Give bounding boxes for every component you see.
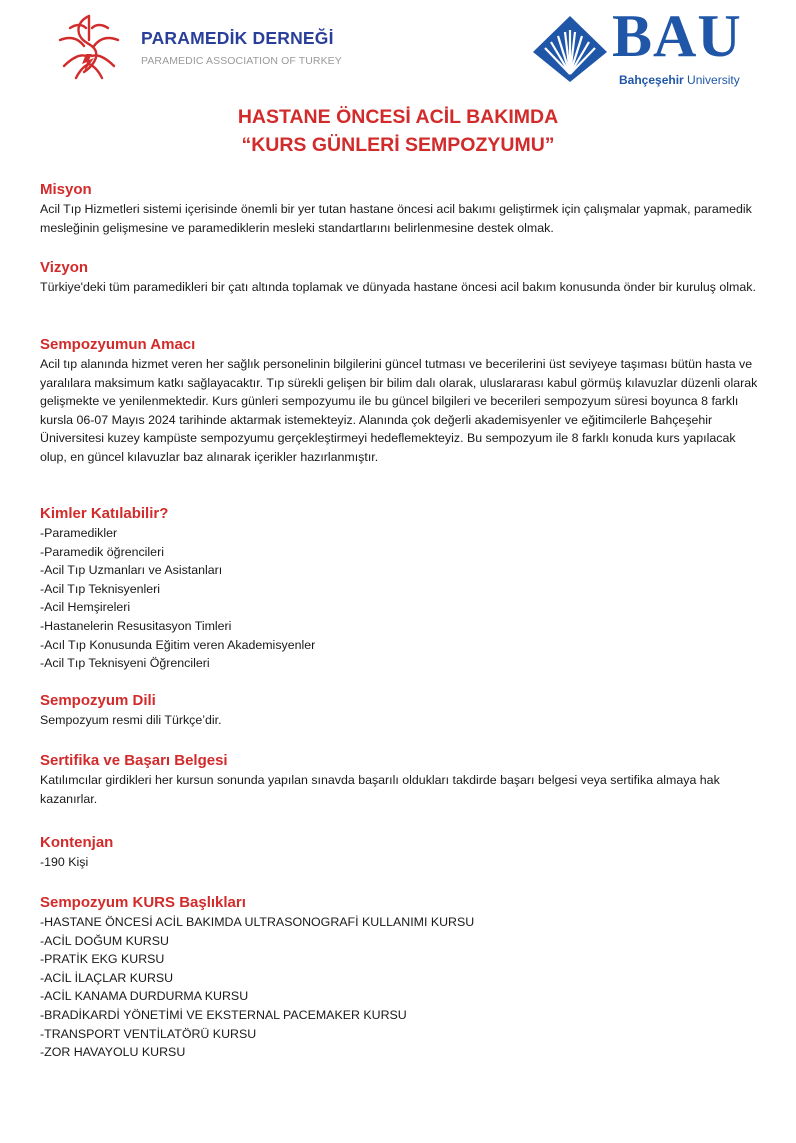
- section-heading: Misyon: [40, 181, 92, 198]
- participant-list: [40, 524, 315, 673]
- paramedik-dernegi-logo-icon: [50, 10, 128, 88]
- association-subtitle: PARAMEDIC ASSOCIATION OF TURKEY: [141, 55, 342, 67]
- list-item: -Acil Tıp Uzmanları ve Asistanları: [40, 563, 223, 578]
- section-heading: Sempozyum Dili: [40, 692, 156, 709]
- section-sempozyum-amaci: [40, 335, 760, 467]
- section-kurs-basliklari: [40, 893, 474, 1062]
- section-text: Katılımcılar girdikleri her kursun sonunda yapılan sınavda başarılı oldukları takdirde başarı belgesi veya sertifika almaya hak kazanırlar.: [40, 773, 720, 806]
- list-item: -Acil Hemşireleri: [40, 600, 131, 615]
- section-heading: Kontenjan: [40, 834, 114, 851]
- list-item: -Paramedik öğrencileri: [40, 544, 164, 559]
- bau-logo-icon: [531, 14, 609, 84]
- section-vizyon: [40, 258, 756, 297]
- list-item: -ZOR HAVAYOLU KURSU: [40, 1045, 186, 1060]
- university-name: [619, 73, 740, 87]
- university-short-name: BAU: [612, 3, 742, 69]
- list-item: -ACİL DOĞUM KURSU: [40, 933, 169, 948]
- course-list: [40, 913, 474, 1062]
- section-kontenjan: [40, 833, 113, 872]
- list-item: -TRANSPORT VENTİLATÖRÜ KURSU: [40, 1026, 257, 1041]
- section-text: Acil tıp alanında hizmet veren her sağlık personelinin bilgilerini güncel tutması ve becerilerini üst seviyeye taşıması bütün hasta ve yaralılara maksimum katkı sağlayacaktır. Tıp sürekli gelişen bir bilim dalı olarak, uluslararası kabul görmüş kılavuzlar düzenli olarak gelişmekte ve yenilenmektedir. Kurs günleri sempozyumu ile bu güncel bilgileri ve becerileri sempozyum süresi boyunca 8 farklı kursla 06-07 Mayıs 2024 tarihinde aktarmak istemekteyiz. Alanında çok değerli akademisyenler ve eğitimcilerle Bahçeşehir Üniversitesi kuzey kampüste sempozyumu gerçekleştirmeyi hedeflemekteyiz. Bu sempozyum ile 8 farklı konuda kurs yapılacak olup, en güncel kılavuzlar baz alınarak içerikler hazırlanmıştır.: [40, 357, 758, 464]
- university-name-rest: University: [683, 73, 740, 87]
- list-item: -ACİL İLAÇLAR KURSU: [40, 970, 174, 985]
- section-text: Türkiye'deki tüm paramedikleri bir çatı altında toplamak ve dünyada hastane öncesi acil bakım konusunda önder bir kuruluş olmak.: [40, 280, 756, 294]
- university-name-bold: Bahçeşehir: [619, 73, 684, 87]
- list-item: -Paramedikler: [40, 526, 118, 540]
- list-item: -HASTANE ÖNCESİ ACİL BAKIMDA ULTRASONOGRAFİ KULLANIMI KURSU: [40, 915, 475, 929]
- section-heading: Kimler Katılabilir?: [40, 505, 169, 522]
- section-heading: Sertifika ve Başarı Belgesi: [40, 752, 228, 769]
- section-heading: Sempozyumun Amacı: [40, 336, 196, 353]
- section-text: Sempozyum resmi dili Türkçe’dir.: [40, 713, 222, 727]
- list-item: -Acil Tıp Teknisyenleri: [40, 581, 161, 596]
- document-header: [0, 0, 796, 96]
- section-heading: Vizyon: [40, 259, 89, 276]
- list-item: -BRADİKARDİ YÖNETİMİ VE EKSTERNAL PACEMAKER KURSU: [40, 1007, 407, 1022]
- list-item: -PRATİK EKG KURSU: [40, 952, 165, 967]
- list-item: -Acıl Tıp Konusunda Eğitim veren Akademisyenler: [40, 637, 316, 652]
- section-misyon: [40, 180, 760, 237]
- title-line-2: “KURS GÜNLERİ SEMPOZYUMU”: [241, 134, 555, 156]
- section-sertifika: [40, 751, 760, 808]
- section-text: Acil Tıp Hizmetleri sistemi içerisinde önemli bir yer tutan hastane öncesi acil bakımı geliştirmek için çalışmalar yapmak, paramedik mesleğinin gelişmesine ve paramediklerin mesleki standartlarını belirlenmesine destek olmak.: [40, 202, 752, 235]
- title-line-1: HASTANE ÖNCESİ ACİL BAKIMDA: [237, 106, 559, 128]
- list-item: -ACİL KANAMA DURDURMA KURSU: [40, 989, 249, 1004]
- section-heading: Sempozyum KURS Başlıkları: [40, 894, 246, 911]
- list-item: -Acil Tıp Teknisyeni Öğrencileri: [40, 656, 210, 671]
- section-sempozyum-dili: [40, 691, 222, 730]
- document-title: [0, 103, 796, 159]
- list-item: -Hastanelerin Resusitasyon Timleri: [40, 618, 232, 633]
- association-name: PARAMEDİK DERNEĞİ: [141, 28, 334, 48]
- section-kimler-katilabilir: [40, 504, 315, 673]
- section-text: -190 Kişi: [40, 855, 89, 869]
